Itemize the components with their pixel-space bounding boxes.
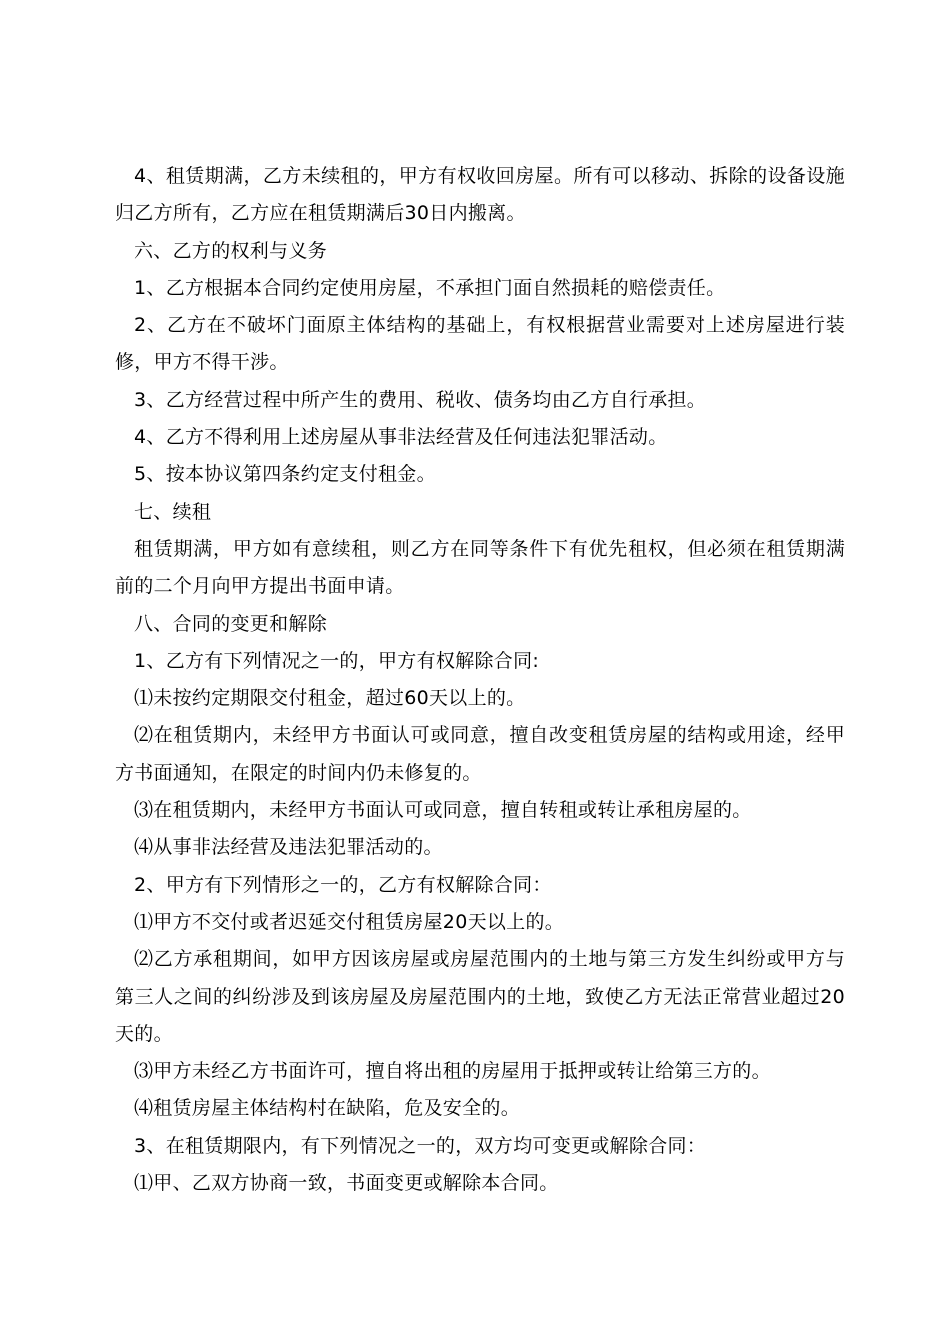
paragraph-6-4: 4、乙方不得利用上述房屋从事非法经营及任何违法犯罪活动。 [134, 426, 668, 449]
paragraph-7-body: 租赁期满，甲方如有意续租，则乙方在同等条件下有优先租权，但必须在租赁期满前的二个月向甲方提出书面申请。 [115, 537, 845, 598]
section-heading-8: 八、合同的变更和解除 [134, 612, 328, 635]
paragraph-8-1-item-2: ⑵在租赁期内，未经甲方书面认可或同意，擅自改变租赁房屋的结构或用途，经甲方书面通知，在限定的时间内仍未修复的。 [115, 724, 845, 784]
paragraph-clause-4-lease-expiry: 4、租赁期满，乙方未续租的，甲方有权收回房屋。所有可以移动、拆除的设备设施归乙方所有，乙方应在租赁期满后30日内搬离。 [115, 165, 845, 225]
paragraph-6-3: 3、乙方经营过程中所产生的费用、税收、债务均由乙方自行承担。 [134, 388, 707, 411]
paragraph-8-2-item-2: ⑵乙方承租期间，如甲方因该房屋或房屋范围内的土地与第三方发生纠纷或甲方与第三人之间的纠纷涉及到该房屋及房屋范围内的土地，致使乙方无法正常营业超过20天的。 [115, 948, 845, 1045]
paragraph-8-1: 1、乙方有下列情况之一的，甲方有权解除合同: [134, 649, 540, 672]
document-body [115, 158, 845, 1202]
paragraph-6-1: 1、乙方根据本合同约定使用房屋，不承担门面自然损耗的赔偿责任。 [134, 276, 726, 299]
paragraph-8-1-item-3: ⑶在租赁期内，未经甲方书面认可或同意，擅自转租或转让承租房屋的。 [134, 799, 752, 822]
section-heading-7: 七、续租 [134, 500, 212, 523]
paragraph-8-2: 2、甲方有下列情形之一的，乙方有权解除合同： [134, 873, 552, 896]
paragraph-6-5: 5、按本协议第四条约定支付租金。 [134, 463, 436, 486]
section-heading-6: 六、乙方的权利与义务 [134, 239, 328, 262]
paragraph-6-2: 2、乙方在不破坏门面原主体结构的基础上，有权根据营业需要对上述房屋进行装修，甲方不得干涉。 [115, 314, 845, 374]
paragraph-8-3: 3、在租赁期限内，有下列情况之一的，双方均可变更或解除合同： [134, 1134, 707, 1157]
paragraph-8-3-item-1: ⑴甲、乙双方协商一致，书面变更或解除本合同。 [134, 1172, 559, 1195]
paragraph-8-2-item-1: ⑴甲方不交付或者迟延交付租赁房屋20天以上的。 [134, 910, 565, 933]
paragraph-8-2-item-4: ⑷租赁房屋主体结构村在缺陷，危及安全的。 [134, 1097, 521, 1120]
paragraph-8-1-item-4: ⑷从事非法经营及违法犯罪活动的。 [134, 836, 443, 859]
paragraph-8-2-item-3: ⑶甲方未经乙方书面许可，擅自将出租的房屋用于抵押或转让给第三方的。 [134, 1060, 771, 1083]
paragraph-8-1-item-1: ⑴未按约定期限交付租金，超过60天以上的。 [134, 687, 526, 710]
